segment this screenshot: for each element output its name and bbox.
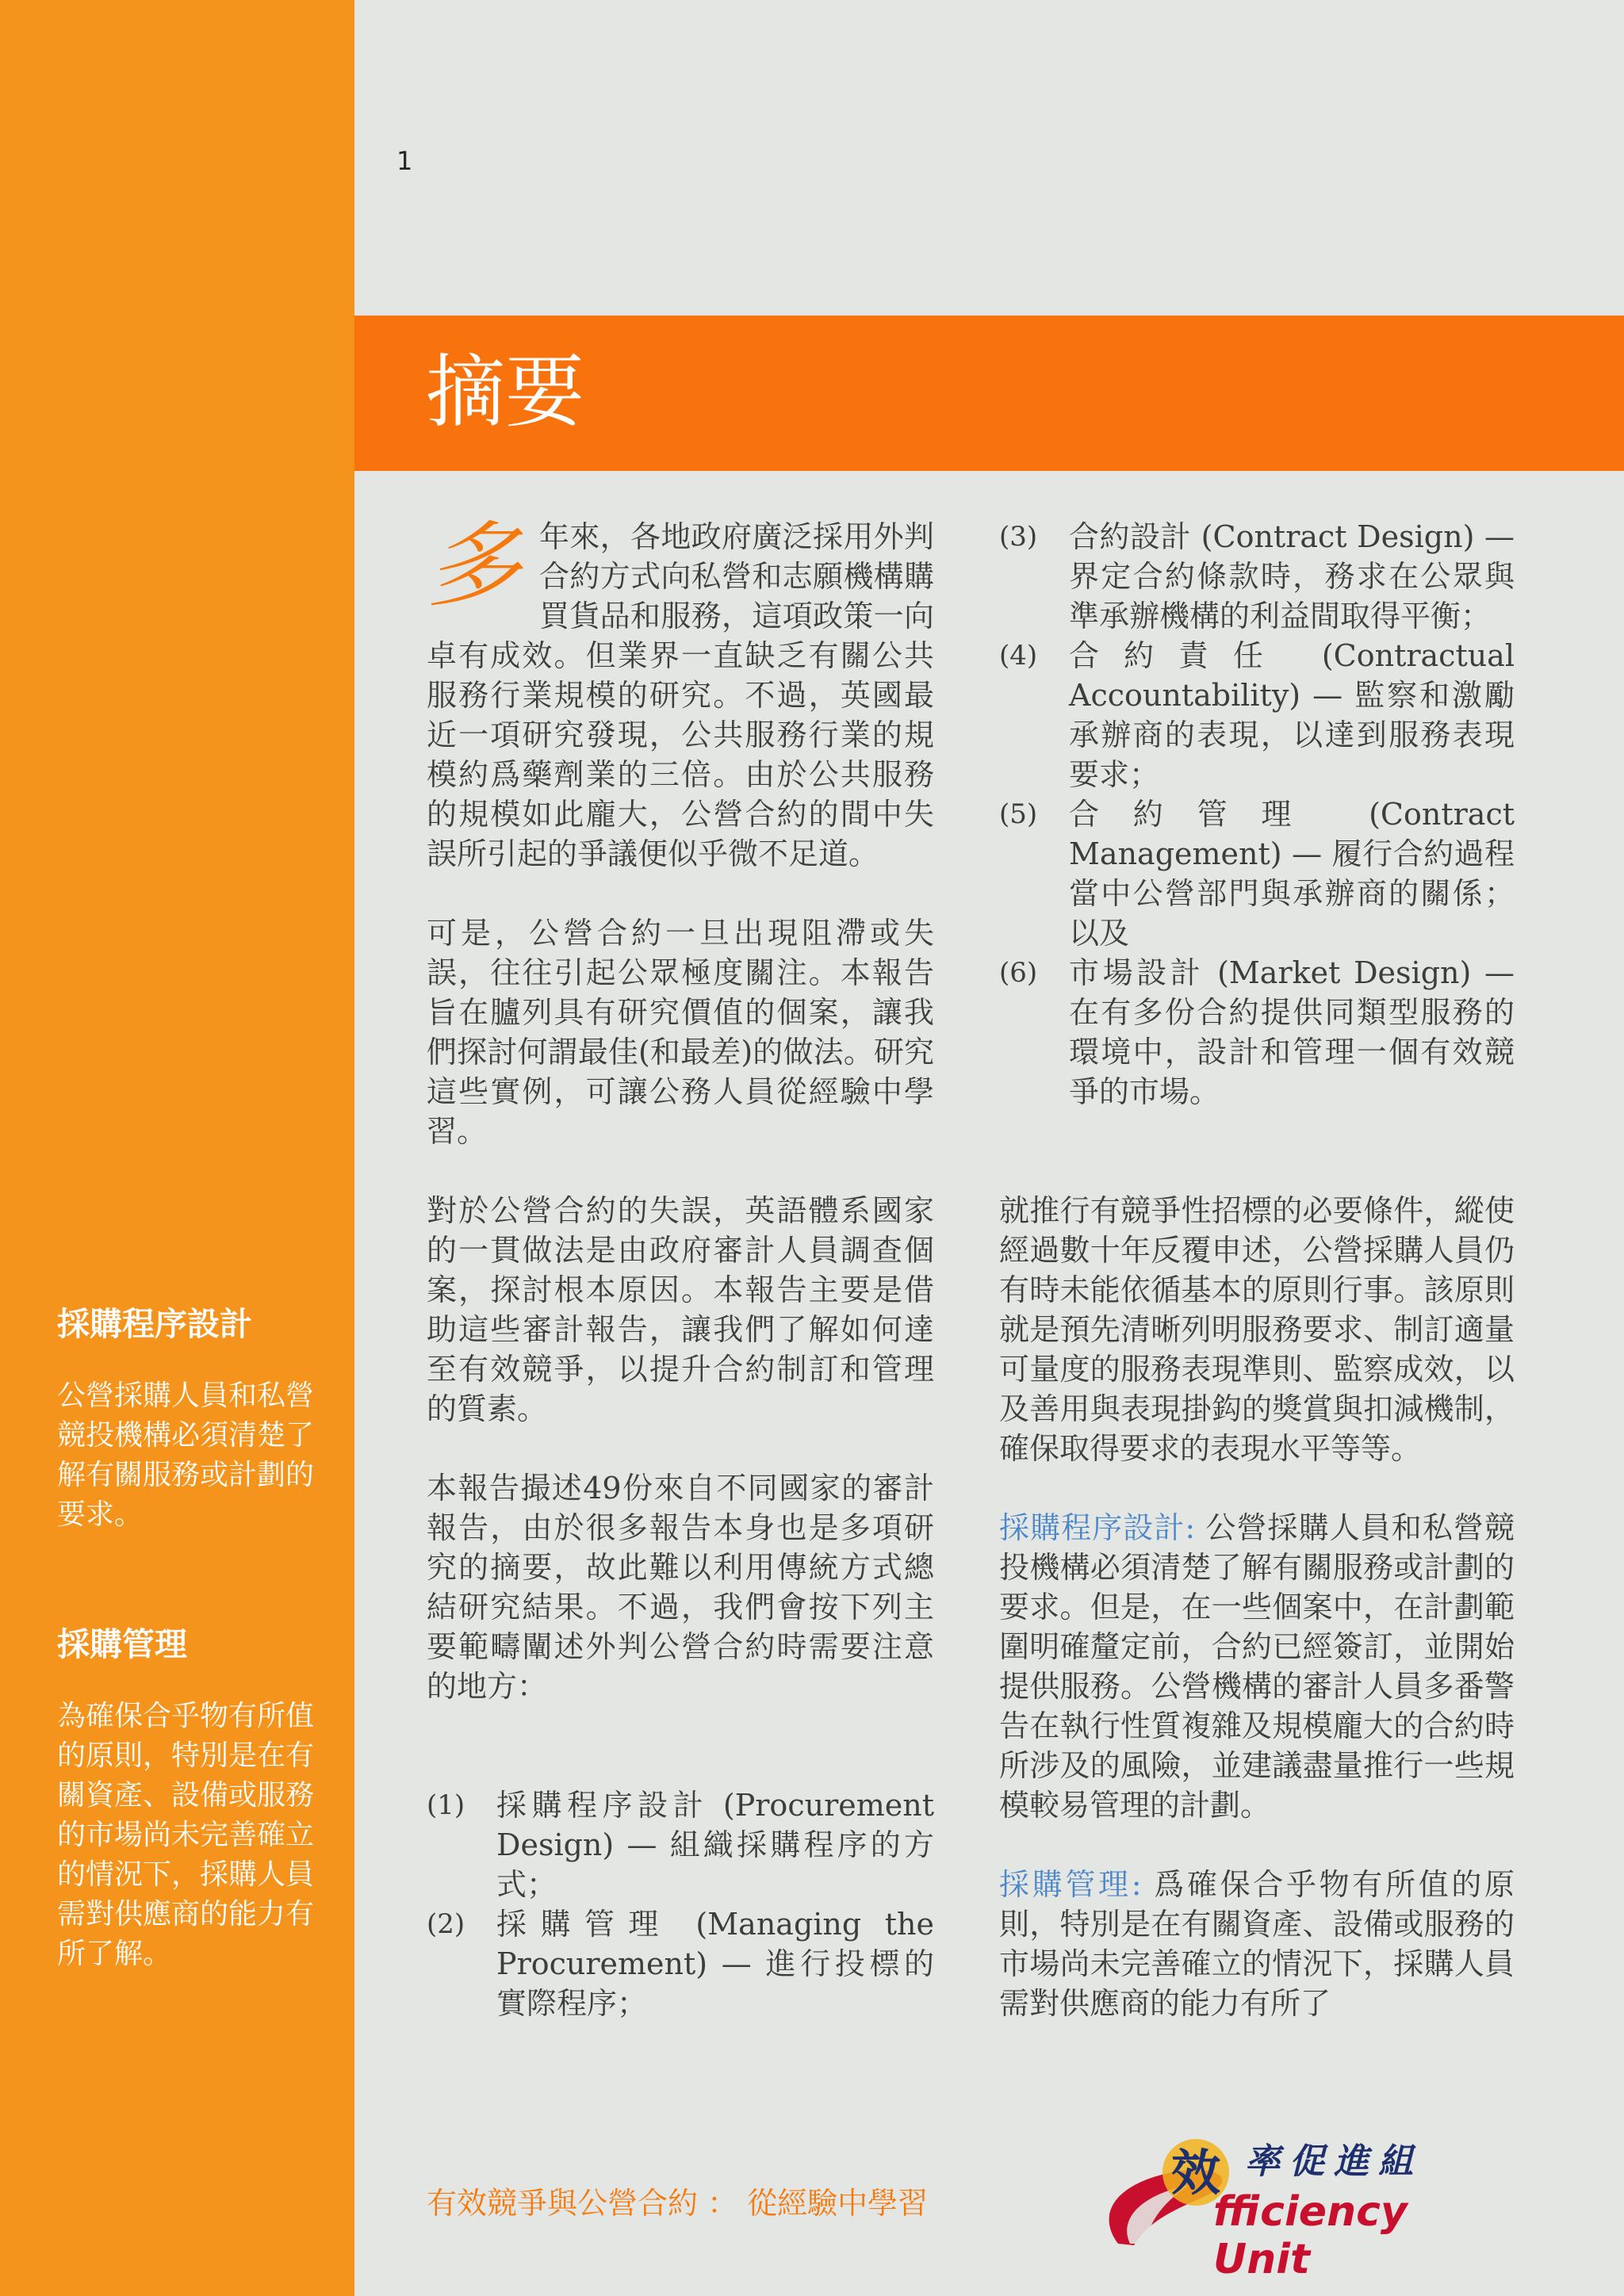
- list-item: [427, 1904, 934, 2023]
- left-column: [427, 511, 934, 2023]
- list-number: (3): [999, 521, 1038, 553]
- body-paragraph: 可是，公營合約一旦出現阻滯或失誤，往往引起公眾極度關注。本報告旨在臚列具有研究價值的個案，讓我們探討何謂最佳(和最差)的做法。研究這些實例，可讓公務人員從經驗中學習。: [427, 916, 934, 1149]
- list-text: 採購管理 (Managing the Procurement) — 進行投標的實際程序；: [496, 1907, 934, 2021]
- sidebar-callout-procurement-management: [57, 1621, 327, 1974]
- list-item: [999, 636, 1515, 794]
- intro-paragraph: [427, 511, 934, 874]
- paragraph-text: 爲確保合乎物有所值的原則，特別是在有關資產、設備或服務的市場尚未完善確立的情況下，採購人員需對供應商的能力有所了: [999, 1867, 1515, 2021]
- sidebar-callout-procurement-design: [57, 1300, 327, 1535]
- right-column: [999, 517, 1515, 2023]
- list-item: [427, 1785, 934, 1904]
- list-item: [999, 517, 1515, 636]
- list-number: (2): [427, 1908, 465, 1940]
- list-number: (1): [427, 1789, 465, 1821]
- paragraph-text: 公營採購人員和私營競投機構必須清楚了解有關服務或計劃的要求。但是，在一些個案中，在計劃範圍明確釐定前，合約已經簽訂，並開始提供服務。公營機構的審計人員多番警告在執行性質複雜及規模龐大的合約時所涉及的風險，並建議盡量推行一些規模較易管理的計劃。: [999, 1510, 1515, 1823]
- dropcap: 多: [427, 511, 521, 620]
- list-number: (4): [999, 640, 1038, 672]
- list-item: [999, 794, 1515, 953]
- list-text: 合約設計 (Contract Design) — 界定合約條款時，務求在公眾與準承辦機構的利益間取得平衡；: [1069, 519, 1515, 633]
- title-band: [354, 316, 1624, 471]
- body-paragraph: 就推行有競爭性招標的必要條件，縱使經過數十年反覆申述，公營採購人員仍有時未能依循基本的原則行事。該原則就是預先清晰列明服務要求、制訂適量可量度的服務表現準則、監察成效，以及善用與表現掛鈎的獎賞與扣減機制，確保取得要求的表現水平等等。: [999, 1193, 1515, 1466]
- list-text: 市場設計 (Market Design) — 在有多份合約提供同類型服務的環境中，設計和管理一個有效競爭的市場。: [1069, 955, 1515, 1109]
- page-title: 摘要: [426, 346, 584, 438]
- logo-english-text: fficiency Unit: [1213, 2188, 1408, 2283]
- section-label: 採購程序設計:: [999, 1510, 1196, 1545]
- sidebar-callout-heading: 採購管理: [57, 1625, 187, 1663]
- list-text: 合約責任 (Contractual Accountability) — 監察和激勵承辦商的表現，以達到服務表現要求；: [1069, 638, 1515, 792]
- body-paragraph: 本報告撮述49份來自不同國家的審計報告，由於很多報告本身也是多項研究的摘要，故此難以利用傳統方式總結研究結果。不過，我們會按下列主要範疇闡述外判公營合約時需要注意的地方：: [427, 1471, 934, 1704]
- focus-area-list: [427, 1785, 934, 2023]
- sidebar: [0, 0, 354, 2296]
- section-label: 採購管理:: [999, 1867, 1142, 1902]
- efficiency-unit-logo: [1086, 2125, 1499, 2283]
- sidebar-callout-text: 公營採購人員和私營競投機構必須清楚了解有關服務或計劃的要求。: [57, 1380, 315, 1531]
- list-text: 合約管理 (Contract Management) — 履行合約過程當中公營部門與承辦商的關係；以及: [1069, 797, 1515, 951]
- intro-text: 年來，各地政府廣泛採用外判合約方式向私營和志願機構購買貨品和服務，這項政策一向卓有成效。但業界一直缺乏有關公共服務行業規模的研究。不過，英國最近一項研究發現，公共服務行業的規模約爲藥劑業的三倍。由於公共服務的規模如此龐大，公營合約的間中失誤所引起的爭議便似乎微不足道。: [427, 519, 934, 871]
- logo-chinese-text: 率促進組: [1245, 2141, 1423, 2182]
- focus-area-list-continued: [999, 517, 1515, 1112]
- body-paragraph: 對於公營合約的失誤，英語體系國家的一貫做法是由政府審計人員調查個案，探討根本原因。本報告主要是借助這些審計報告，讓我們了解如何達至有效競爭，以提升合約制訂和管理的質素。: [427, 1193, 934, 1426]
- sidebar-callout-heading: 採購程序設計: [57, 1305, 252, 1343]
- logo-mark-glyph: 效: [1170, 2144, 1221, 2202]
- page-number: 1: [396, 146, 413, 176]
- footer-tagline: 有效競爭與公營合約 ： 從經驗中學習: [427, 2186, 929, 2221]
- list-text: 採購程序設計 (Procurement Design) — 組織採購程序的方式；: [496, 1788, 934, 1902]
- sidebar-callout-text: 為確保合乎物有所值的原則，特別是在有關資產、設備或服務的市場尚未完善確立的情況下，採購人員需對供應商的能力有所了解。: [57, 1700, 315, 1970]
- procurement-management-paragraph: [999, 1865, 1515, 2023]
- procurement-design-paragraph: [999, 1508, 1515, 1825]
- list-number: (6): [999, 957, 1038, 989]
- list-number: (5): [999, 798, 1038, 830]
- list-item: [999, 953, 1515, 1112]
